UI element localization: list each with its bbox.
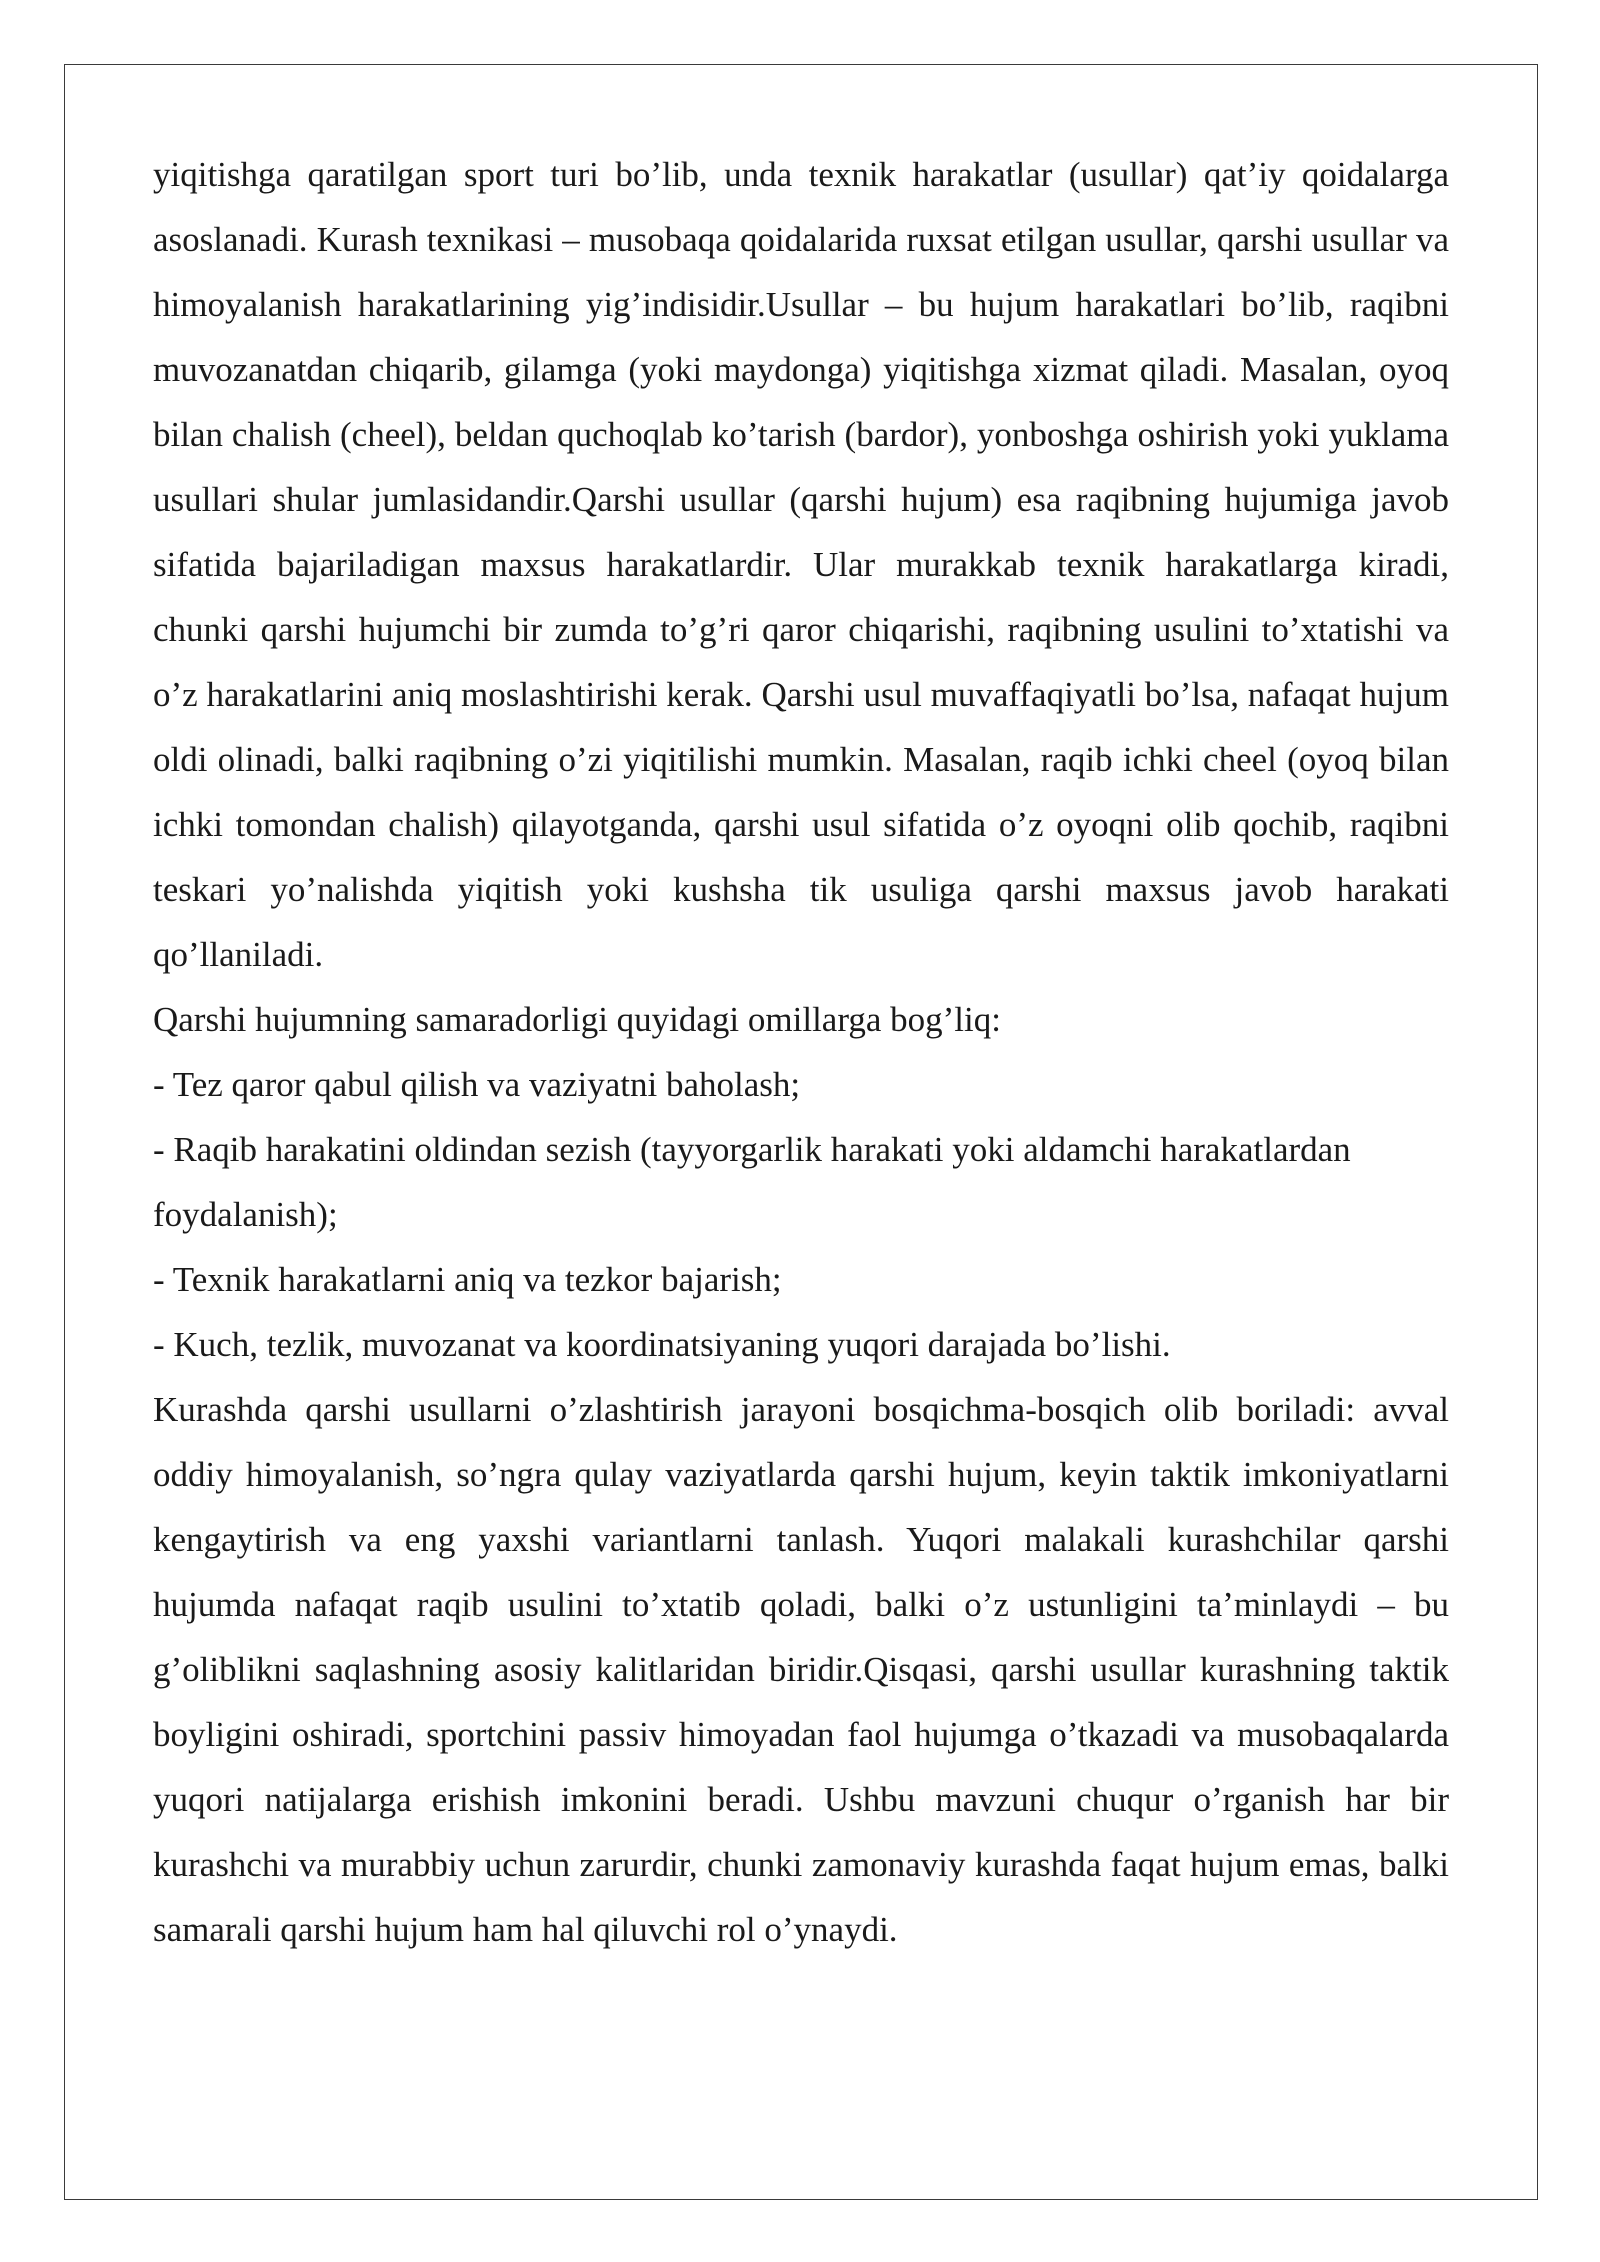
list-item: - Raqib harakatini oldindan sezish (tayyorgarlik harakati yoki aldamchi harakatlardan foydalanish);	[153, 1130, 1351, 1234]
list-item: - Tez qaror qabul qilish va vaziyatni baholash;	[153, 1065, 801, 1104]
paragraph-techniques: yiqitishga qaratilgan sport turi bo’lib, unda texnik harakatlar (usullar) qat’iy qoidalarga asoslanadi. Kurash texnikasi – musobaqa qoidalarida ruxsat etilgan usullar, qarshi usullar va himoyalanish harakatlarining yig’indisidir.Usullar – bu hujum harakatlari bo’lib, raqibni muvozanatdan chiqarib, gilamga (yoki maydonga) yiqitishga xizmat qiladi. Masalan, oyoq bilan chalish (cheel), beldan quchoqlab ko’tarish (bardor), yonboshga oshirish yoki yuklama usullari shular jumlasidandir.Qarshi usullar (qarshi hujum) esa raqibning hujumiga javob sifatida bajariladigan maxsus harakatlardir. Ular murakkab texnik harakatlarga kiradi, chunki qarshi hujumchi bir zumda to’g’ri qaror chiqarishi, raqibning usulini to’xtatishi va o’z harakatlarini aniq moslashtirishi kerak. Qarshi usul muvaffaqiyatli bo’lsa, nafaqat hujum oldi olinadi, balki raqibning o’zi yiqitilishi mumkin. Masalan, raqib ichki cheel (oyoq bilan ichki tomondan chalish) qilayotganda, qarshi usul sifatida o’z oyoqni olib qochib, raqibni teskari yo’nalishda yiqitish yoki kushsha tik usuliga qarshi maxsus javob harakati qo’llaniladi.	[153, 155, 1449, 974]
paragraph-conclusion: Kurashda qarshi usullarni o’zlashtirish jarayoni bosqichma-bosqich olib boriladi: avval oddiy himoyalanish, so’ngra qulay vaziyatlarda qarshi hujum, keyin taktik imkoniyatlarni kengaytirish va eng yaxshi variantlarni tanlash. Yuqori malakali kurashchilar qarshi hujumda nafaqat raqib usulini to’xtatib qoladi, balki o’z ustunligini ta’minlaydi – bu g’oliblikni saqlashning asosiy kalitlaridan biridir.Qisqasi, qarshi usullar kurashning taktik boyligini oshiradi, sportchini passiv himoyadan faol hujumga o’tkazadi va musobaqalarda yuqori natijalarga erishish imkonini beradi. Ushbu mavzuni chuqur o’rganish har bir kurashchi va murabbiy uchun zarurdir, chunki zamonaviy kurashda faqat hujum emas, balki samarali qarshi hujum ham hal qiluvchi rol o’ynaydi.	[153, 1390, 1449, 1949]
list-item: - Kuch, tezlik, muvozanat va koordinatsiyaning yuqori darajada bo’lishi.	[153, 1325, 1171, 1364]
list-item: - Texnik harakatlarni aniq va tezkor bajarish;	[153, 1260, 782, 1299]
paragraph-factors-intro: Qarshi hujumning samaradorligi quyidagi omillarga bog’liq:	[153, 1000, 1001, 1039]
document-body	[153, 142, 1449, 1962]
